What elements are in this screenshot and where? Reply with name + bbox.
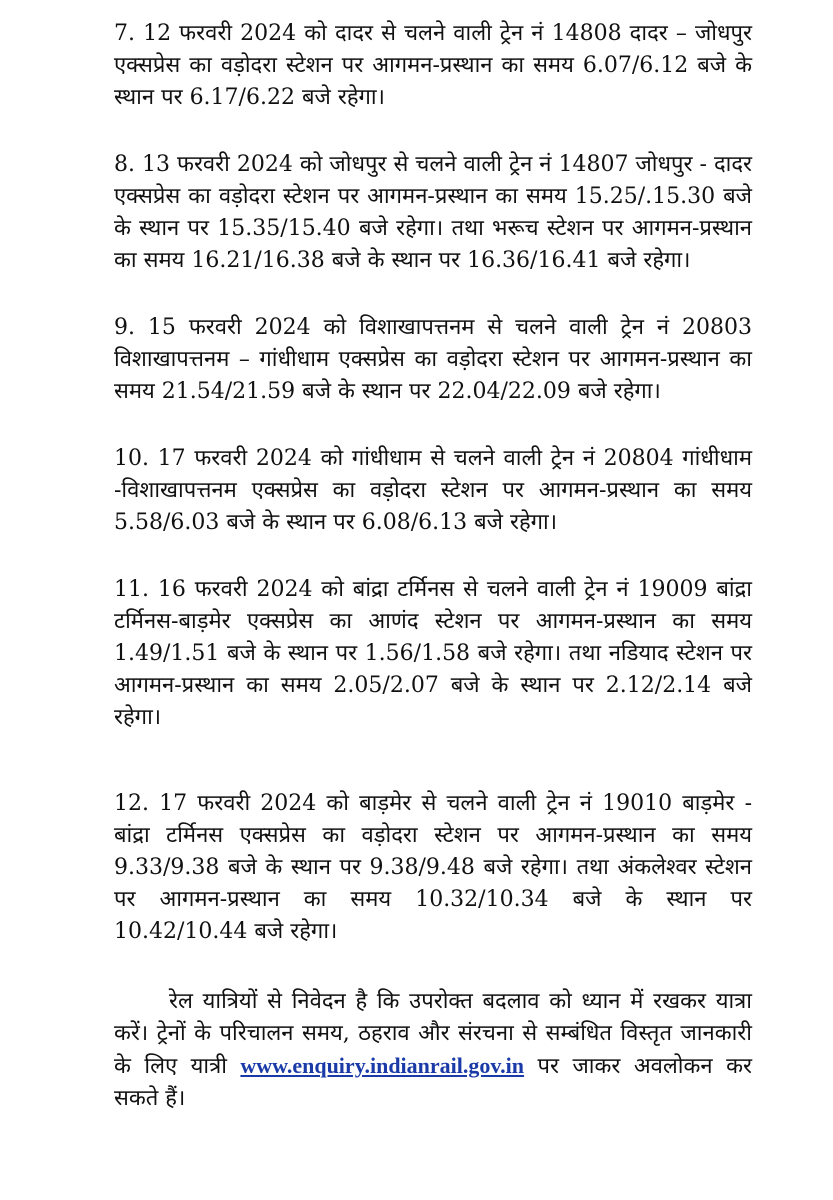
notice-item-7: 7. 12 फरवरी 2024 को दादर से चलने वाली ट्रेन नं 14808 दादर – जोधपुर एक्सप्रेस का वड़ोदरा स्टेशन पर आगमन-प्रस्थान का समय 6.07/6.12 बजे के स्थान पर 6.17/6.22 बजे रहेगा। <box>114 21 752 110</box>
closing-paragraph <box>114 986 752 1115</box>
notice-item-10: 10. 17 फरवरी 2024 को गांधीधाम से चलने वाली ट्रेन नं 20804 गांधीधाम -विशाखापत्तनम एक्सप्रेस का वड़ोदरा स्टेशन पर आगमन-प्रस्थान का समय 5.58/6.03 बजे के स्थान पर 6.08/6.13 बजे रहेगा। <box>114 446 752 535</box>
enquiry-website-link[interactable]: www.enquiry.indianrail.gov.in <box>240 1053 525 1078</box>
notice-item-9: 9. 15 फरवरी 2024 को विशाखापत्तनम से चलने वाली ट्रेन नं 20803 विशाखापत्तनम – गांधीधाम एक्सप्रेस का वड़ोदरा स्टेशन पर आगमन-प्रस्थान का समय 21.54/21.59 बजे के स्थान पर 22.04/22.09 बजे रहेगा। <box>114 315 752 404</box>
closing-text-end: पर जाकर अवलोकन कर सकते हैं। <box>114 1054 752 1111</box>
notice-item-11: 11. 16 फरवरी 2024 को बांद्रा टर्मिनस से चलने वाली ट्रेन नं 19009 बांद्रा टर्मिनस-बाड़मेर एक्सप्रेस का आणंद स्टेशन पर आगमन-प्रस्थान का समय 1.49/1.51 बजे के स्थान पर 1.56/1.58 बजे रहेगा। तथा नडियाद स्टेशन पर आगमन-प्रस्थान का समय 2.05/2.07 बजे के स्थान पर 2.12/2.14 बजे रहेगा। <box>114 577 752 730</box>
notice-item-12: 12. 17 फरवरी 2024 को बाड़मेर से चलने वाली ट्रेन नं 19010 बाड़मेर - बांद्रा टर्मिनस एक्सप्रेस का वड़ोदरा स्टेशन पर आगमन-प्रस्थान का समय 9.33/9.38 बजे के स्थान पर 9.38/9.48 बजे रहेगा। तथा अंकलेश्वर स्टेशन पर आगमन-प्रस्थान का समय 10.32/10.34 बजे के स्थान पर 10.42/10.44 बजे रहेगा। <box>114 791 752 944</box>
notice-content <box>114 18 752 1137</box>
notice-item-8: 8. 13 फरवरी 2024 को जोधपुर से चलने वाली ट्रेन नं 14807 जोधपुर - दादर एक्सप्रेस का वड़ोदरा स्टेशन पर आगमन-प्रस्थान का समय 15.25/.15.30 बजे के स्थान पर 15.35/15.40 बजे रहेगा। तथा भरूच स्टेशन पर आगमन-प्रस्थान का समय 16.21/16.38 बजे के स्थान पर 16.36/16.41 बजे रहेगा। <box>114 152 752 273</box>
closing-text-start: रेल यात्रियों से निवेदन है कि उपरोक्त बदलाव को ध्यान में रखकर यात्रा करें। ट्रेनों के परिचालन समय, ठहराव और संरचना से सम्बंधित विस्तृत जानकारी के लिए यात्री <box>114 989 752 1079</box>
